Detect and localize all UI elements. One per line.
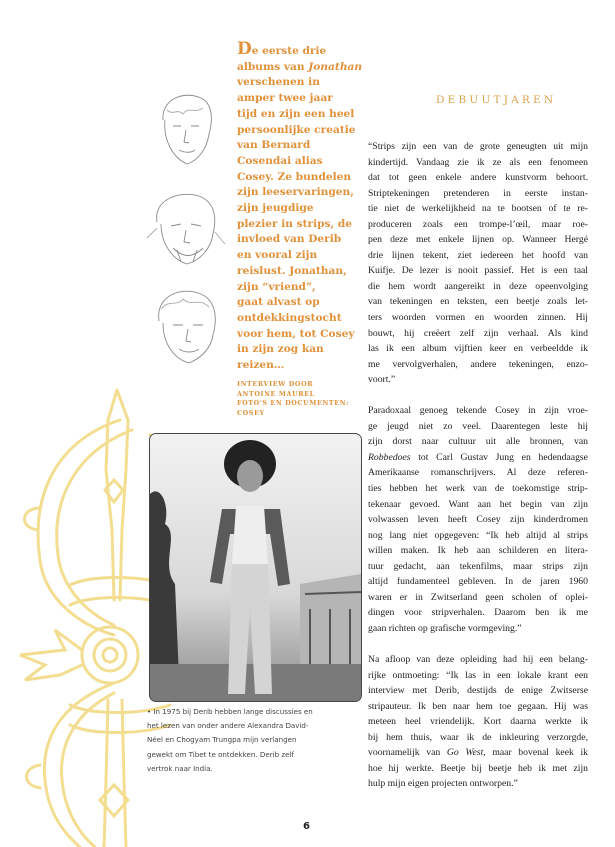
credits	[237, 380, 367, 418]
text-run: tot Carl Gustav Jung en hedendaagse	[410, 451, 588, 463]
text-run: , maar bovenal keek ik	[483, 747, 588, 759]
photo-caption	[147, 705, 362, 776]
intro-line: in zijn zog kan	[237, 343, 324, 356]
intro-line: zijn leeservaringen,	[237, 186, 354, 199]
text-line: nog lang niet opgegeven: “Ik heb altijd al strips	[368, 529, 588, 541]
text-line: ge jeugd niet zo veel. Daarentegen leste hij	[368, 420, 588, 432]
intro-line: Cosendai alias	[237, 154, 323, 167]
article-body	[368, 139, 588, 808]
intro-line: gaat alvast op	[237, 296, 320, 309]
text-line: me vervolgverhalen, andere tekeningen, enzo-	[368, 358, 588, 370]
text-line: “Strips zijn een van de grote geneugten uit mijn	[368, 141, 588, 152]
intro-line: Cosey. Ze bundelen	[237, 170, 352, 183]
text-line: Kuifje. De lezer is nooit passief. Het is een taal	[368, 265, 588, 277]
intro-line: reizen…	[237, 359, 285, 372]
text-line: volwassen leven heeft Cosey zijn kinderdromen	[368, 514, 588, 526]
text-line: kindertijd. Vandaag zie ik ze als een fenomeen	[368, 156, 588, 168]
paragraph	[368, 652, 588, 792]
intro-line: en vooral zijn	[237, 249, 318, 262]
text-line: willen maken. Ik heb aan schilderen en litera-	[368, 545, 588, 557]
text-line: stripauteur. Ik ben naar hem toe gegaan. Hij was	[368, 700, 588, 712]
intro-text	[237, 39, 363, 374]
intro-line	[237, 39, 362, 60]
italic-title: Jonathan	[308, 60, 363, 73]
text-line: meteen heel vriendelijk. Kort daarna werkte ik	[368, 716, 588, 728]
credit-line: FOTO'S EN DOCUMENTEN:	[237, 399, 349, 408]
text-line: waren er in Zwitserland geen scholen of oplei-	[368, 591, 588, 603]
drop-cap: D	[237, 39, 252, 59]
italic-title: Robbedoes	[368, 451, 411, 463]
intro-line: verschenen in	[237, 76, 320, 89]
text-line: Amerikaanse romanschrijvers. Al deze referen-	[368, 467, 588, 479]
text-line: bouwt, hij creëert zelf zijn verhaal. Als kind	[368, 327, 588, 339]
text-line: hoe hij werkte. Beetje bij beetje heb ik met zijn	[368, 762, 588, 774]
caption-line: • In 1975 bij Derib hebben lange discussies en	[147, 707, 313, 716]
intro-line: ontdekkingstocht	[237, 311, 342, 324]
intro-line: zijn “vriend”,	[237, 280, 316, 293]
text-line: van tekeningen en teksten, een beetje zoals let-	[368, 296, 588, 308]
paragraph	[368, 403, 588, 636]
text-line: dingen voor stripverhalen. Daarom ben ik me	[368, 607, 588, 619]
text-line: produceren zoals een trompe-l’œil, maar roe-	[368, 218, 588, 230]
section-heading: DEBUUTJAREN	[436, 94, 557, 106]
sketch-portrait-3	[143, 285, 227, 369]
text-line: zijn dorst naar cultuur uit alle bronnen, van	[368, 436, 588, 448]
text-line	[368, 745, 588, 761]
text-line: las ik een album vijftien keer en verbeeldde ik	[368, 343, 588, 355]
intro-line: van Bernard	[237, 139, 311, 152]
text-line: rijke ontmoeting: “Ik las in een lokale krant een	[368, 669, 588, 681]
intro-line: amper twee jaar	[237, 92, 333, 105]
photo-cosey-1975	[149, 433, 362, 702]
text-line: dat tot geen enkele andere kunstvorm behoort.	[368, 172, 588, 184]
text-line: drie lijnen tekent, ziet iedereen het hoofd van	[368, 249, 588, 261]
intro-line: persoonlijke creatie	[237, 123, 356, 136]
text-line: Striptekeningen pretenderen in eerste instan-	[368, 187, 588, 199]
sketch-portrait-1	[143, 90, 227, 174]
caption-line: het lezen van onder andere Alexandra David-	[147, 721, 309, 731]
credit-line: ANTOINE MAUREL	[237, 389, 315, 398]
credit-line: INTERVIEW DOOR	[237, 380, 314, 388]
text-line: voort.”	[368, 374, 396, 386]
text-line	[368, 450, 588, 466]
page-number: 6	[303, 821, 310, 832]
intro-line: invloed van Derib	[237, 233, 342, 246]
text-line: hulp mijn eigen projecten ontworpen.”	[368, 778, 518, 790]
intro-line: zijn jeugdige	[237, 202, 314, 215]
italic-title: Go West	[446, 747, 484, 759]
text-line: altijd fundamenteel gebleven. In de jaren 1960	[368, 576, 588, 588]
intro-line: tijd en zijn een heel	[237, 107, 355, 120]
text-run: voornamelijk van	[368, 747, 447, 759]
credit-line: COSEY	[237, 408, 265, 417]
caption-line: gewekt om Tibet te ontdekken. Derib zelf	[147, 749, 294, 759]
text-line: interview met Derib, destijds de enige Zwitserse	[368, 685, 588, 697]
sketch-portrait-2	[143, 188, 227, 272]
text-line: tuur gedacht, aan tekenfilms, maar strips zijn	[368, 560, 588, 572]
text-line: gaan richten op grafische vormgeving.”	[368, 622, 522, 634]
text-line: ters woorden vormen en woorden zinnen. Hij	[368, 312, 588, 324]
intro-line: plezier in strips, de	[237, 217, 352, 230]
text-line: tekenaar gevoed. Want aan het begin van zijn	[368, 498, 588, 510]
caption-line: Néel en Chogyam Trungpa mijn verlangen	[147, 735, 297, 745]
caption-line: vertrok naar India.	[147, 763, 213, 773]
text-line: bij hem thuis, waar ik de inkleuring verzorgde,	[368, 731, 588, 743]
text-line: tie niet de werkelijkheid na te bootsen of te re-	[368, 203, 588, 215]
text-line: die hem wordt aangereikt in deze opeenvolging	[368, 280, 588, 292]
text-run: albums van	[237, 60, 309, 73]
text-run: e eerste drie	[251, 45, 327, 57]
intro-line: reislust. Jonathan,	[237, 264, 347, 277]
intro-line	[237, 60, 362, 76]
text-line: ties hebben het werk van de toekomstige strip-	[368, 483, 588, 495]
intro-line: voor hem, tot Cosey	[237, 327, 355, 340]
text-line: Paradoxaal genoeg tekende Cosey in zijn vroe-	[368, 405, 588, 417]
text-line: pen deze met enkele lijnen op. Wanneer Hergé	[368, 234, 588, 246]
paragraph	[368, 139, 588, 388]
text-line: Na afloop van deze opleiding had hij een belang-	[368, 654, 588, 666]
